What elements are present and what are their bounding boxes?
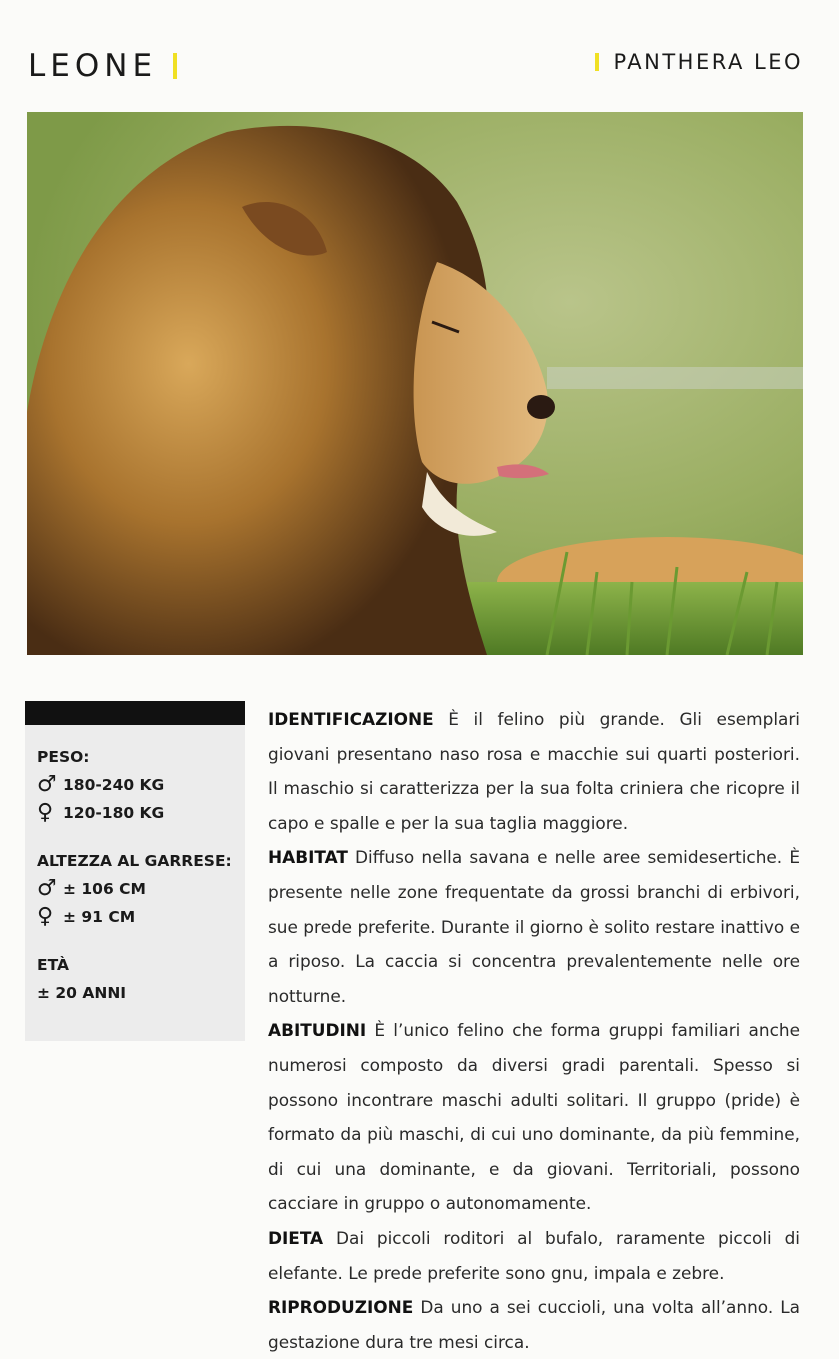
page-title: [28, 48, 177, 84]
weight-label: PESO:: [37, 748, 90, 766]
section-body: Diffuso nella savana e nelle aree semidesertiche. È presente nelle zone frequentate da grossi branchi di erbivori, sue prede preferite. Durante il giorno è solito restare inattivo e a riposo. La caccia si concentra prevalentemente nelle ore notturne.: [268, 847, 800, 1006]
accent-bar: [595, 53, 599, 71]
weight-group: [37, 743, 245, 827]
common-name: LEONE: [28, 48, 158, 84]
section-heading: HABITAT: [268, 847, 348, 868]
age-label: ETÀ: [37, 956, 69, 974]
scientific-name: PANTHERA LEO: [613, 50, 803, 74]
height-female-value: ± 91 CM: [63, 908, 136, 926]
male-icon: ♂: [37, 876, 57, 901]
female-icon: ♀: [37, 904, 54, 929]
description-text: [268, 702, 800, 1359]
section-body: Dai piccoli roditori al bufalo, raramente piccoli di elefante. Le prede preferite sono gnu, impala e zebre.: [268, 1227, 800, 1283]
age-value: ± 20 ANNI: [37, 984, 127, 1002]
section-body: È l’unico felino che forma gruppi familiari anche numerosi composto da diversi gradi parentali. Spesso si possono incontrare maschi adulti solitari. Il gruppo (pride) è formato da più maschi, di cui uno dominante, da più femmine, di cui una dominante, e da giovani. Territoriali, possono cacciare in gruppo o autonomamente.: [268, 1020, 800, 1214]
section-riproduzione: [268, 1290, 800, 1359]
sidebar-header-bar: [25, 701, 245, 725]
section-habitat: [268, 840, 800, 1013]
section-body: È il felino più grande. Gli esemplari giovani presentano naso rosa e macchie sui quarti posteriori. Il maschio si caratterizza per la sua folta criniera che ricopre il capo e spalle e per la sua taglia maggiore.: [268, 709, 800, 833]
male-icon: ♂: [37, 772, 57, 797]
section-heading: DIETA: [268, 1227, 324, 1248]
age-group: [37, 951, 245, 1007]
weight-female-value: 120-180 KG: [63, 804, 165, 822]
section-body: Da uno a sei cuccioli, una volta all’anno. La gestazione dura tre mesi circa.: [268, 1297, 800, 1352]
section-heading: ABITUDINI: [268, 1020, 367, 1041]
section-abitudini: [268, 1013, 800, 1221]
section-dieta: [268, 1221, 800, 1290]
height-group: [37, 847, 245, 931]
height-male-value: ± 106 CM: [63, 880, 146, 898]
height-female: [37, 903, 245, 931]
facts-sidebar: [25, 701, 245, 1041]
female-icon: ♀: [37, 800, 54, 825]
section-heading: IDENTIFICAZIONE: [268, 709, 434, 729]
height-male: [37, 875, 245, 903]
lion-photo: [27, 112, 803, 655]
section-identificazione: [268, 702, 800, 840]
weight-male-value: 180-240 KG: [63, 776, 165, 794]
height-label: ALTEZZA AL GARRESE:: [37, 852, 232, 870]
scientific-name-header: [595, 50, 803, 74]
section-heading: RIPRODUZIONE: [268, 1297, 414, 1318]
weight-male: [37, 771, 245, 799]
weight-female: [37, 799, 245, 827]
accent-bar: [173, 53, 177, 79]
